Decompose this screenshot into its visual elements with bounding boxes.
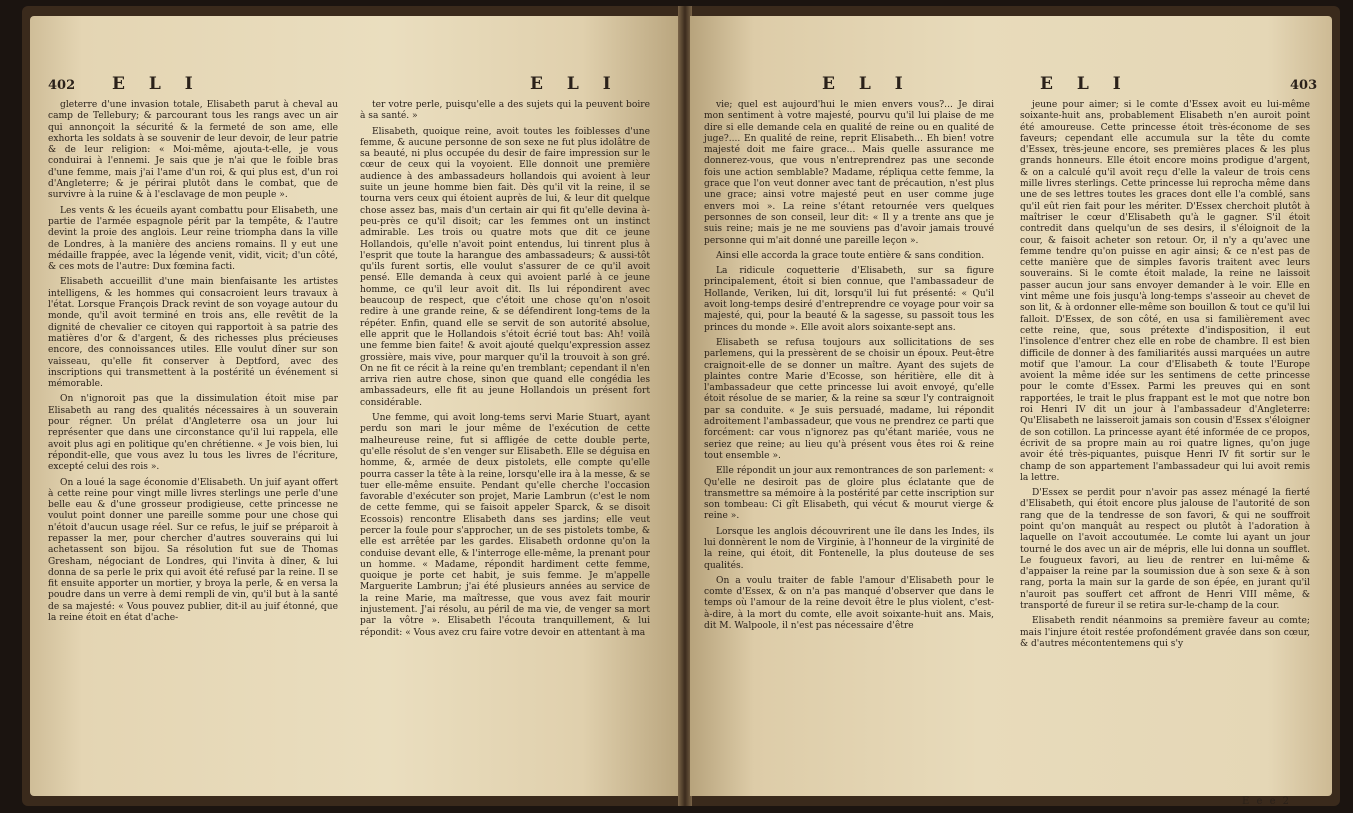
paragraph: Lorsque les anglois découvrirent une île dans les Indes, ils lui donnèrent le nom de Virginie, à l'honneur de la virginité de la reine, qui étoit, dit Fontenelle, la plus douteuse de ses qualités. [704,526,994,571]
paragraph: gleterre d'une invasion totale, Elisabeth parut à cheval au camp de Tellebury; & parcourant tous les rangs avec un air qui annonçoit la sécurité & la fermeté de son ame, elle exhorta les soldats à se souvenir de leur devoir, de leur patrie & de leur religion: « Moi-même, ajouta-t-elle, je vous conduirai à l'ennemi. Je sais que je n'ai que le foible bras d'une femme, mais j'ai l'ame d'un roi, & qui plus est, d'un roi d'Angleterre; & je périrai plutôt dans le combat, que de survivre à la ruine & à l'esclavage de mon peuple ». [48,100,338,201]
page-number-left: 402 [48,78,76,93]
paragraph: Une femme, qui avoit long-tems servi Marie Stuart, ayant perdu son mari le jour même de l'exécution de cette malheureuse reine, fut si affligée de cette double perte, qu'elle résolut de s'en venger sur Elisabeth. Elle se déguisa en homme, &, armée de deux pistolets, elle compte qu'elle pourra casser la tête à la reine, lorsqu'elle ira à la messe, & se tuer elle-même ensuite. Pendant qu'elle cherche l'occasion favorable d'exécuter son projet, Marie Lambrun (c'est le nom de cette femme, qui se faisoit appeler Sparck, & se disoit Ecossois) rencontre Elisabeth dans ses jardins; elle veut percer la foule pour s'approcher, un de ses pistolets tombe, & elle est arrêtée par les gardes. Elisabeth ordonne qu'on la conduise devant elle, & l'interroge elle-même, la prenant pour un homme. « Madame, répondit hardiment cette femme, quoique je porte cet habit, je suis femme. Je m'appelle Marguerite Lambrun; j'ai été plusieurs années au service de la reine Marie, ma maîtresse, que vous avez fait mourir injustement. J'ai résolu, au péril de ma vie, de venger sa mort par la vôtre ». Elisabeth l'écouta tranquillement, & lui répondit: « Vous avez cru faire votre devoir en attentant à ma [360,413,650,638]
page-number-right: 403 [1290,78,1318,93]
right-column-2 [1020,100,1310,780]
right-column-1 [704,100,994,780]
paragraph: On a voulu traiter de fable l'amour d'Elisabeth pour le comte d'Essex, & on n'a pas manqué d'observer que dans le temps où l'amour de la reine devoit être le plus violent, c'est-à-dire, à la mort du comte, elle avoit soixante-huit ans. Mais, dit M. Walpoole, il n'est pas nécessaire d'être [704,575,994,632]
left-page [30,16,680,796]
paragraph: On n'ignoroit pas que la dissimulation étoit mise par Elisabeth au rang des qualités nécessaires à un souverain pour régner. Un prélat d'Angleterre osa un jour lui représenter que dans une circonstance qu'il lui rappela, elle avoit plus agi en politique qu'en chrétienne. « Je vois bien, lui répondit-elle, que vous avez lu tous les livres de l'écriture, excepté celui des rois ». [48,394,338,473]
paragraph: Elisabeth accueillit d'une main bienfaisante les artistes intelligens, & les hommes qui consacroient leurs travaux à l'état. Lorsque François Drack revint de son voyage autour du monde, qu'il avoit terminé en trois ans, elle revêtit de la dignité de chevalier ce citoyen qui rapportoit à sa patrie des matières d'or & d'argent, & des richesses plus précieuses encore, des connoissances utiles. Elle voulut dîner sur son vaisseau, qu'elle fit conserver à Deptford, avec des inscriptions qui transmettent à la postérité un événement si mémorable. [48,277,338,390]
paragraph: La ridicule coquetterie d'Elisabeth, sur sa figure principalement, étoit si bien connue, que l'ambassadeur de Hollande, Veriken, lui dit, lorsqu'il lui fut présenté: « Qu'il avoit long-temps desiré d'entreprendre ce voyage pour voir sa majesté, qui, pour la beauté & la sagesse, su passoit tous les princes du monde ». Elle avoit alors soixante-sept ans. [704,266,994,333]
paragraph: jeune pour aimer; si le comte d'Essex avoit eu lui-même soixante-huit ans, probablement Elisabeth n'en auroit point été amoureuse. Cette princesse étoit très-économe de ses faveurs; cependant elle accumula sur la tête du comte d'Essex, très-jeune encore, ses premières places & les plus grands honneurs. Elle étoit encore moins prodigue d'argent, & on a calculé qu'il avoit reçu d'elle la valeur de trois cens mille livres sterlings. Cette princesse lui reprocha même dans une de ses lettres toutes les graces dont elle l'a comblé, sans qu'il eût rien fait pour les mériter. D'Essex cherchoit plutôt à maîtriser le cœur d'Elisabeth qu'à le gagner. S'il étoit contredit dans quelqu'un de ses desirs, il s'éloignoit de la cour, & faisoit acheter son retour. Or, il n'y a qu'avec une femme tendre qu'on puisse en agir ainsi; & ce n'est pas de cette manière que de simples favoris traitent avec leurs souverains. Si le comte étoit malade, la reine ne laissoit passer aucun jour sans envoyer demander à le voir. Elle en vint même une fois jusqu'à long-temps s'asseoir au chevet de son lit, & à ordonner elle-même son bouillon & tout ce qu'il lui falloit. D'Essex, de son côté, en usa si familièrement avec cette reine, que, sous prétexte d'indisposition, il eut l'insolence d'entrer chez elle en robe de chambre. Il est bien difficile de donner à des familiarités aussi marquées un autre motif que l'amour. La cour d'Elisabeth & toute l'Europe avoient la même idée sur les sentimens de cette princesse pour le comte d'Essex. Parmi les preuves qui en sont rapportées, le trait le plus frappant est le mot que notre bon roi Henri IV dit un jour à l'ambassadeur d'Angleterre: Qu'Elisabeth ne laisseroit jamais son cousin d'Essex s'éloigner de son cotillon. La princesse ayant été informée de ce propos, écrivit de sa propre main au roi quatre lignes, qu'on juge avoir été très-piquantes, puisque Henri IV fit sortir sur le champ de son appartement l'ambassadeur qui lui avoit remis la lettre. [1020,100,1310,483]
paragraph: D'Essex se perdit pour n'avoir pas assez ménagé la fierté d'Elisabeth, qui étoit encore plus jalouse de l'autorité de son rang que de la tendresse de son favori, & qui ne souffroit point qu'on manquât au respect ou plutôt à l'adoration à laquelle on l'avoit accoutumée. Le comte lui ayant un jour tourné le dos avec un air de mépris, elle lui donna un soufflet. Le fougueux favori, au lieu de rentrer en lui-même & d'appaiser la reine par la soumission due à son sexe & à son rang, porta la main sur la garde de son épée, en jurant qu'il n'auroit pas souffert cet affront de Henri VIII même, & transporté de fureur il se retira sur-le-champ de la cour. [1020,488,1310,612]
left-column-2 [360,100,650,780]
running-head-right-1: E L I [822,74,912,94]
paragraph: Elisabeth, quoique reine, avoit toutes les foiblesses d'une femme, & aucune personne de son sexe ne fut plus idolâtre de sa beauté, ni plus occupée du desir de faire impression sur le cœur de ceux qui la voyoient. Elle donnoit une première audience à des ambassadeurs hollandois qui avoient à leur suite un jeune homme bien fait. Dès qu'il vit la reine, il se tourna vers ceux qui étoient auprès de lui, & leur dit quelque chose assez bas, mais d'un certain air qui fit qu'elle devina à-peu-près ce qu'il disoit; car les femmes ont un instinct admirable. Les trois ou quatre mots que dit ce jeune Hollandois, qu'elle n'avoit point entendus, lui tinrent plus à l'esprit que toute la harangue des ambassadeurs; & aussi-tôt qu'ils furent sortis, elle voulut s'assurer de ce qu'il avoit pensé. Elle demanda à ceux qui avoient parlé à ce jeune homme, ce qu'il leur avoit dit. Ils lui répondirent avec beaucoup de respect, que c'étoit une chose qu'on n'osoit redire à une grande reine, & se défendirent long-tems de la répéter. Enfin, quand elle se servit de son autorité absolue, elle apprit que le Hollandois s'étoit écrié tout bas: Ah! voilà une femme bien faite! & avoit ajouté quelqu'expression assez grossière, mais vive, pour marquer qu'il la trouvoit à son gré. On ne fit ce récit à la reine qu'en tremblant; cependant il n'en arriva rien autre chose, sinon que quand elle congédia les ambassadeurs, elle fit au jeune Hollandois un présent fort considérable. [360,126,650,408]
paragraph: Elisabeth se refusa toujours aux sollicitations de ses parlemens, qui la pressèrent de se choisir un époux. Peut-être craignoit-elle de se donner un maître. Ayant des sujets de plaintes contre Marie d'Ecosse, son héritière, elle dit à l'ambassadeur que cette princesse lui avoit envoyé, qu'elle étoit résolue de se marier, & la reine sa sœur l'y contraignoit par sa conduite. « Je suis persuadé, madame, lui répondit adroitement l'ambassadeur, que vous ne prendrez ce parti que forcément: car vous n'ignorez pas qu'étant mariée, vous ne seriez que reine; au lieu qu'à présent vous êtes roi & reine tout ensemble ». [704,337,994,461]
paragraph: On a loué la sage économie d'Elisabeth. Un juif ayant offert à cette reine pour vingt mille livres sterlings une perle d'une belle eau & d'une grosseur prodigieuse, cette princesse ne voulut point donner une pareille somme pour une chose qui n'étoit d'aucun usage réel. Sur ce refus, le juif se préparoit à repasser la mer, pour chercher d'autres souverains qui lui achetassent son bijou. Sa résolution fut sue de Thomas Gresham, négociant de Londres, qui l'invita à dîner, & lui donna de sa perle le prix qui avoit été refusé par la reine. Il se fit ensuite apporter un mortier, y broya la perle, & en versa la poudre dans un verre à demi rempli de vin, qu'il but à la santé de sa majesté: « Vous pouvez publier, dit-il au juif étonné, que la reine étoit en état d'ache- [48,477,338,624]
paragraph: Elle répondit un jour aux remontrances de son parlement: « Qu'elle ne desiroit pas de gloire plus éclatante que de transmettre sa mémoire à la postérité par cette inscription sur son tombeau: Ci gît Elisabeth, qui vécut & mourut vierge & reine ». [704,466,994,522]
running-head-left: E L I [112,74,202,94]
running-head-left-2: E L I [530,74,620,94]
open-book [22,6,1340,806]
left-column-1 [48,100,338,780]
paragraph: Ainsi elle accorda la grace toute entière & sans condition. [716,250,985,261]
paragraph: ter votre perle, puisqu'elle a des sujets qui la peuvent boire à sa santé. » [360,100,650,122]
paragraph: vie; quel est aujourd'hui le mien envers vous?... Je dirai mon sentiment à votre majesté, pourvu qu'il lui plaise de me dire si elle demande cela en qualité de reine ou en qualité de juge?.... En qualité de reine, reprit Elisabeth... Eh bien! votre majesté doit me faire grace... Mais quelle assurance me donnerez-vous, que vous n'entreprendrez pas une seconde fois une action semblable? Madame, répliqua cette femme, la grace que l'on veut donner avec tant de précaution, n'est plus une grace; ainsi votre majesté peut en user comme juge envers moi ». La reine s'étant retournée vers quelques personnes de son conseil, leur dit: « Il y a trente ans que je suis reine; mais je ne me souviens pas d'avoir jamais trouvé personne qui m'ait donné une pareille leçon ». [704,100,994,246]
running-head-right: E L I [1040,74,1130,94]
right-page [690,16,1332,807]
paragraph: Les vents & les écueils ayant combattu pour Elisabeth, une partie de l'armée espagnole périt par la tempête, & l'autre devint la proie des anglois. Leur reine triompha dans la ville de Londres, à la manière des anciens romains. Il y eut une médaille frappée, avec la légende venit, vidit, vicit; d'un côté, & ces mots de l'autre: Dux fœmina facti. [48,205,338,273]
paragraph: Elisabeth rendit néanmoins sa première faveur au comte; mais l'injure étoit restée profondément gravée dans son cœur, & d'autres mécontentemens qui s'y [1020,616,1310,649]
signature-mark: E e e 2 [1242,796,1292,807]
